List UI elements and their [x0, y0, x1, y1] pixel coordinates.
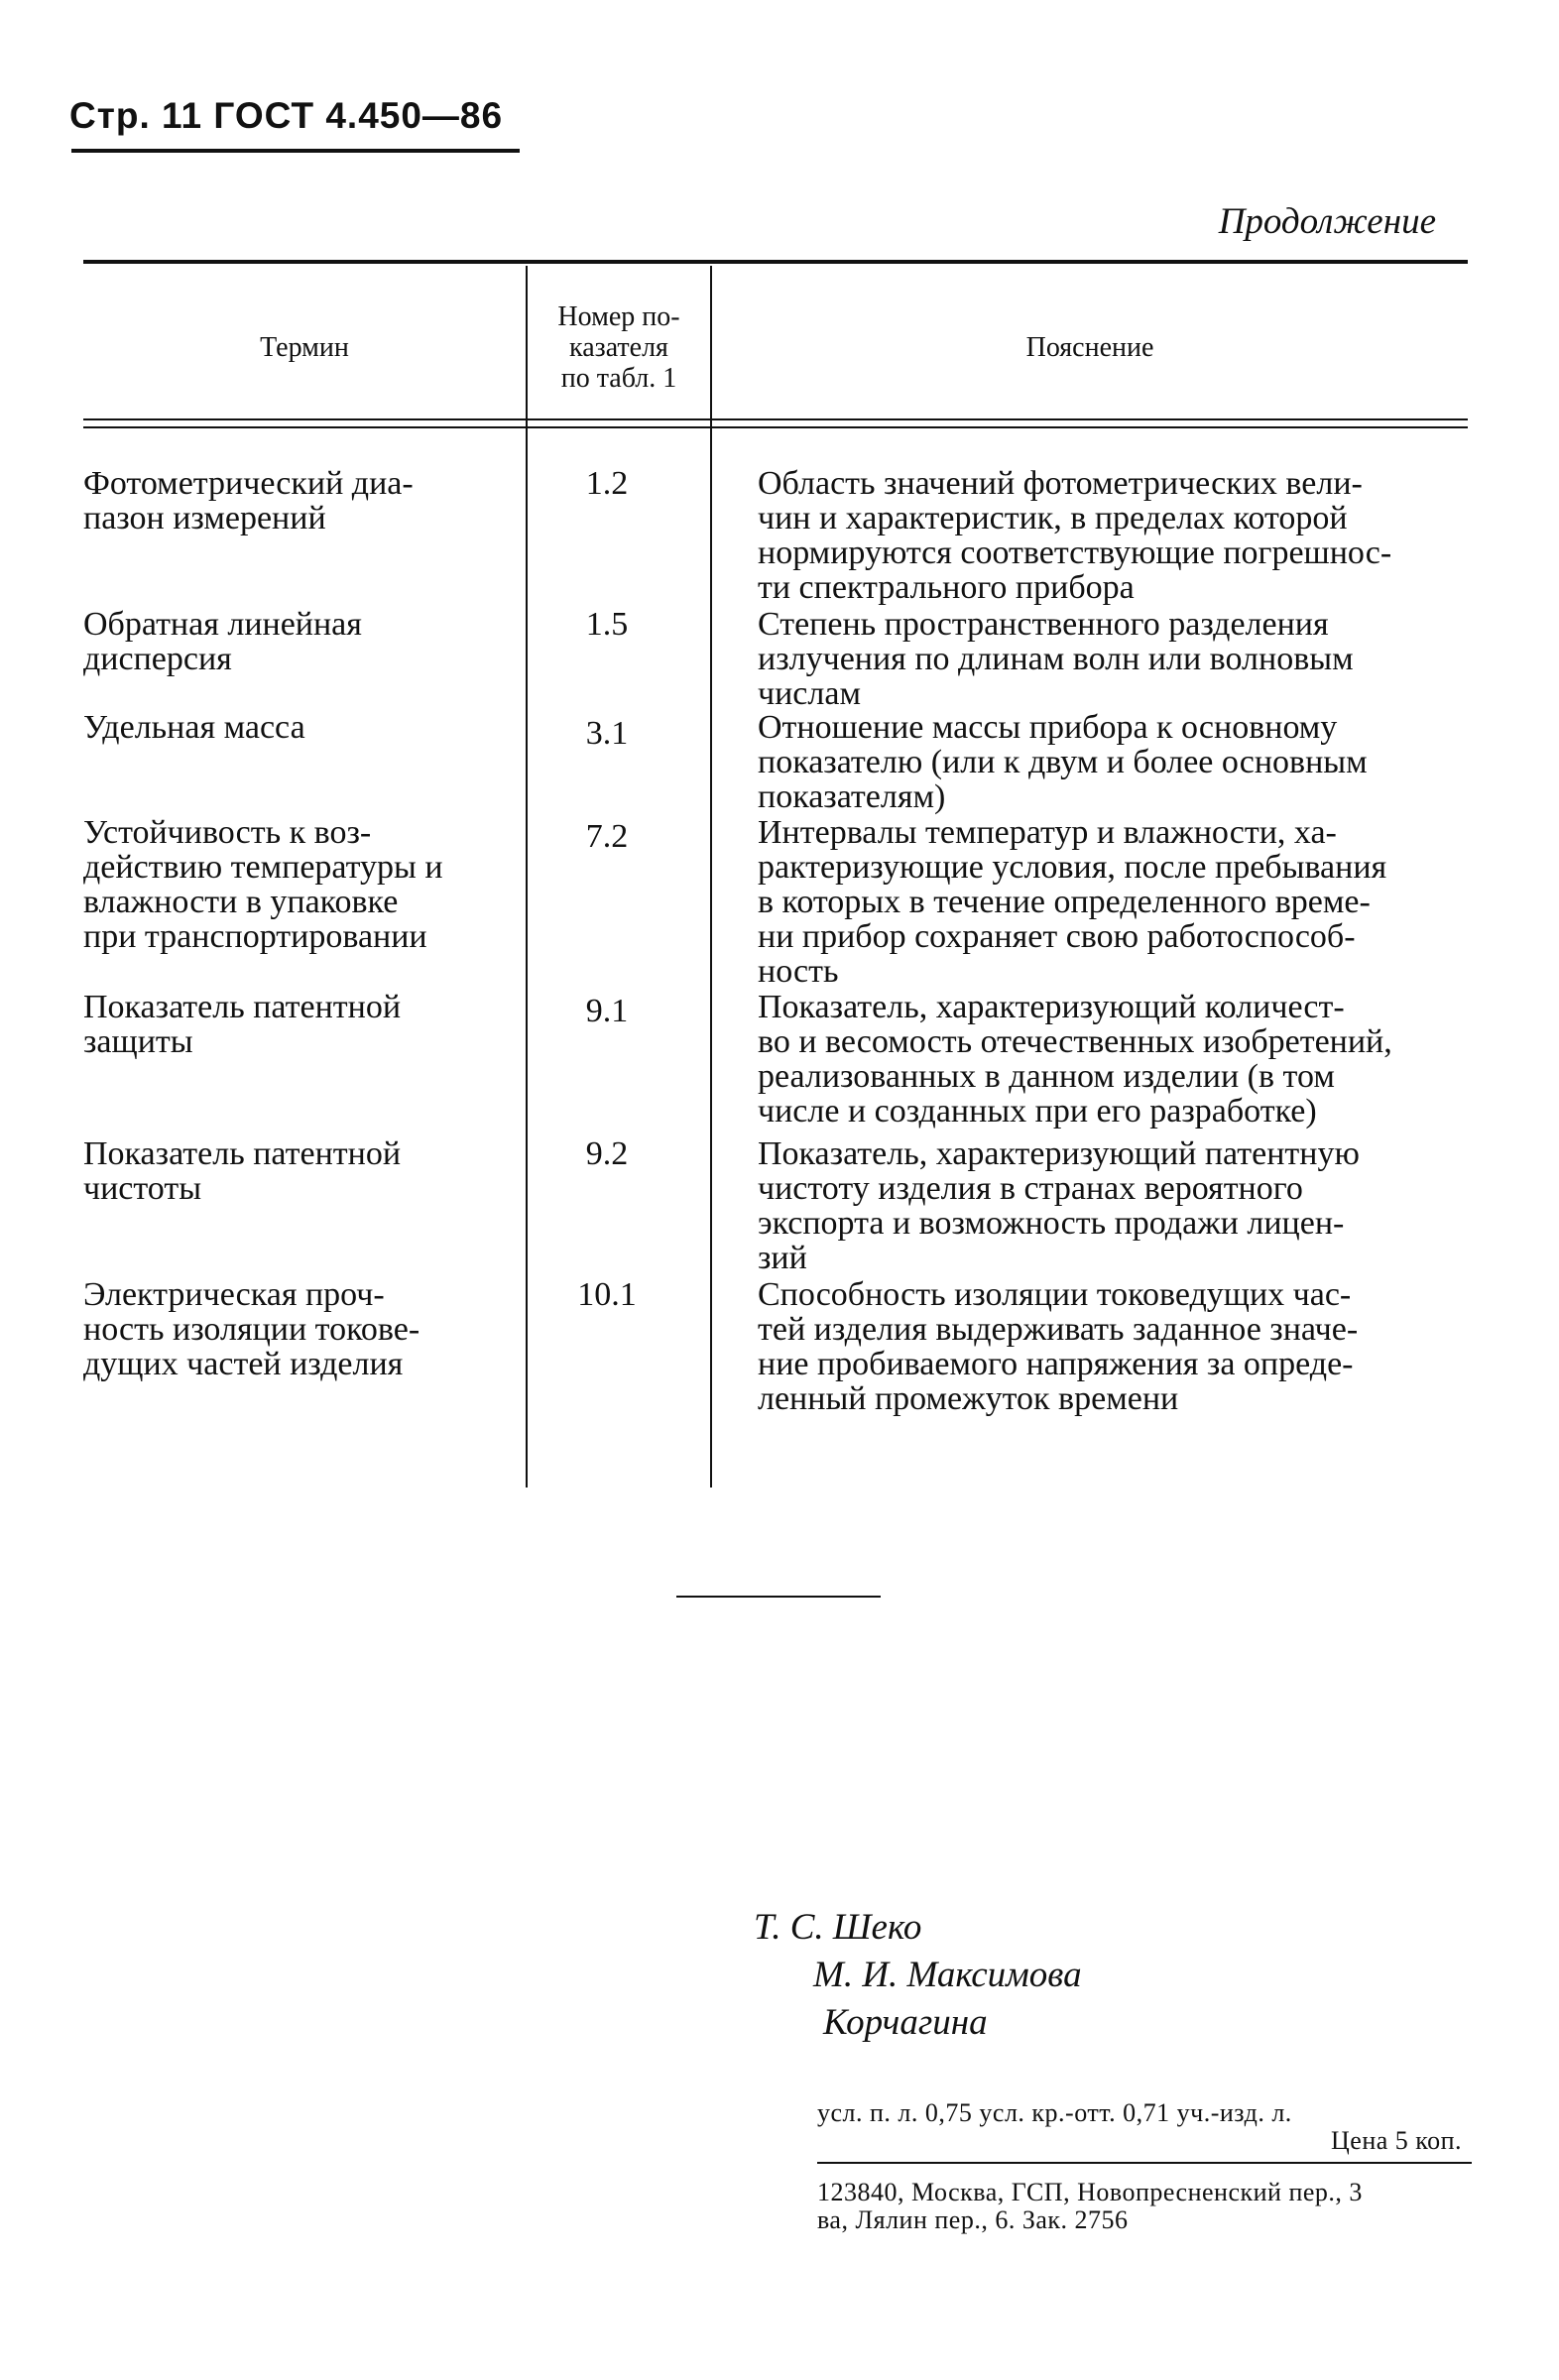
explanation-cell: Отношение массы прибора к основному показателю (или к двум и более основным показателям) [758, 709, 1368, 815]
explanation-cell: Показатель, характеризующий патентную чистоту изделия в странах вероятного экспорта и возможность продажи лицен- зий [758, 1135, 1360, 1276]
index-number-cell: 3.1 [585, 715, 629, 752]
table-header-rule-1 [83, 418, 1468, 420]
term-cell: Фотометрический диа- пазон измерений [83, 465, 414, 536]
index-number-cell: 10.1 [577, 1276, 637, 1313]
imprint-address-line-2: ва, Лялин пер., 6. Зак. 2756 [817, 2205, 1129, 2234]
table-header-rule-2 [83, 426, 1468, 428]
table-col-divider-2 [710, 266, 712, 1488]
term-cell: Показатель патентной защиты [83, 989, 402, 1060]
signature-editor-1: Т. С. Шеко [754, 1907, 922, 1948]
column-header-explanation: Пояснение [1025, 331, 1154, 363]
page-header: Стр. 11 ГОСТ 4.450—86 [69, 95, 504, 136]
term-cell: Показатель патентной чистоты [83, 1135, 402, 1207]
column-header-term: Термин [260, 331, 349, 363]
signature-editor-3: Корчагина [823, 2002, 988, 2043]
signature-editor-2: М. И. Максимова [813, 1955, 1082, 1995]
explanation-cell: Степень пространственного разделения излучения по длинам волн или волновым числам [758, 606, 1354, 712]
term-cell: Обратная линейная дисперсия [83, 606, 362, 677]
index-number-cell: 1.2 [585, 465, 629, 502]
explanation-cell: Интервалы температур и влажности, ха- рактеризующие условия, после пребывания в которых в течение определенного време- ни прибор сохраняет свою работоспособ- ность [758, 814, 1387, 990]
header-rule [71, 149, 520, 153]
table-top-rule [83, 260, 1468, 264]
index-number-cell: 9.2 [585, 1135, 629, 1172]
imprint-price: Цена 5 коп. [1331, 2126, 1462, 2155]
section-separator [676, 1596, 881, 1598]
index-number-cell: 9.1 [585, 993, 629, 1029]
imprint-rule [817, 2162, 1472, 2164]
explanation-cell: Способность изоляции токоведущих час- тей изделия выдерживать заданное значе- ние пробиваемого напряжения за опреде- ленный промежуток времени [758, 1276, 1359, 1417]
imprint-address-line-1: 123840, Москва, ГСП, Новопресненский пер., 3 [817, 2178, 1363, 2206]
term-cell: Удельная масса [83, 709, 305, 746]
column-header-index-number: Номер по- казателя по табл. 1 [557, 300, 680, 394]
continued-label: Продолжение [1218, 201, 1436, 242]
index-number-cell: 7.2 [585, 818, 629, 855]
term-cell: Электрическая проч- ность изоляции токове- дущих частей изделия [83, 1276, 420, 1382]
explanation-cell: Область значений фотометрических вели- чин и характеристик, в пределах которой нормируются соответствующие погрешнос- ти спектрального прибора [758, 465, 1392, 606]
explanation-cell: Показатель, характеризующий количест- во и весомость отечественных изобретений, реализованных в данном изделии (в том числе и созданных при его разработке) [758, 989, 1392, 1130]
index-number-cell: 1.5 [585, 606, 629, 643]
term-cell: Устойчивость к воз- действию температуры и влажности в упаковке при транспортировании [83, 814, 443, 955]
imprint-print-sheets: усл. п. л. 0,75 усл. кр.-отт. 0,71 уч.-изд. л. [817, 2098, 1292, 2127]
